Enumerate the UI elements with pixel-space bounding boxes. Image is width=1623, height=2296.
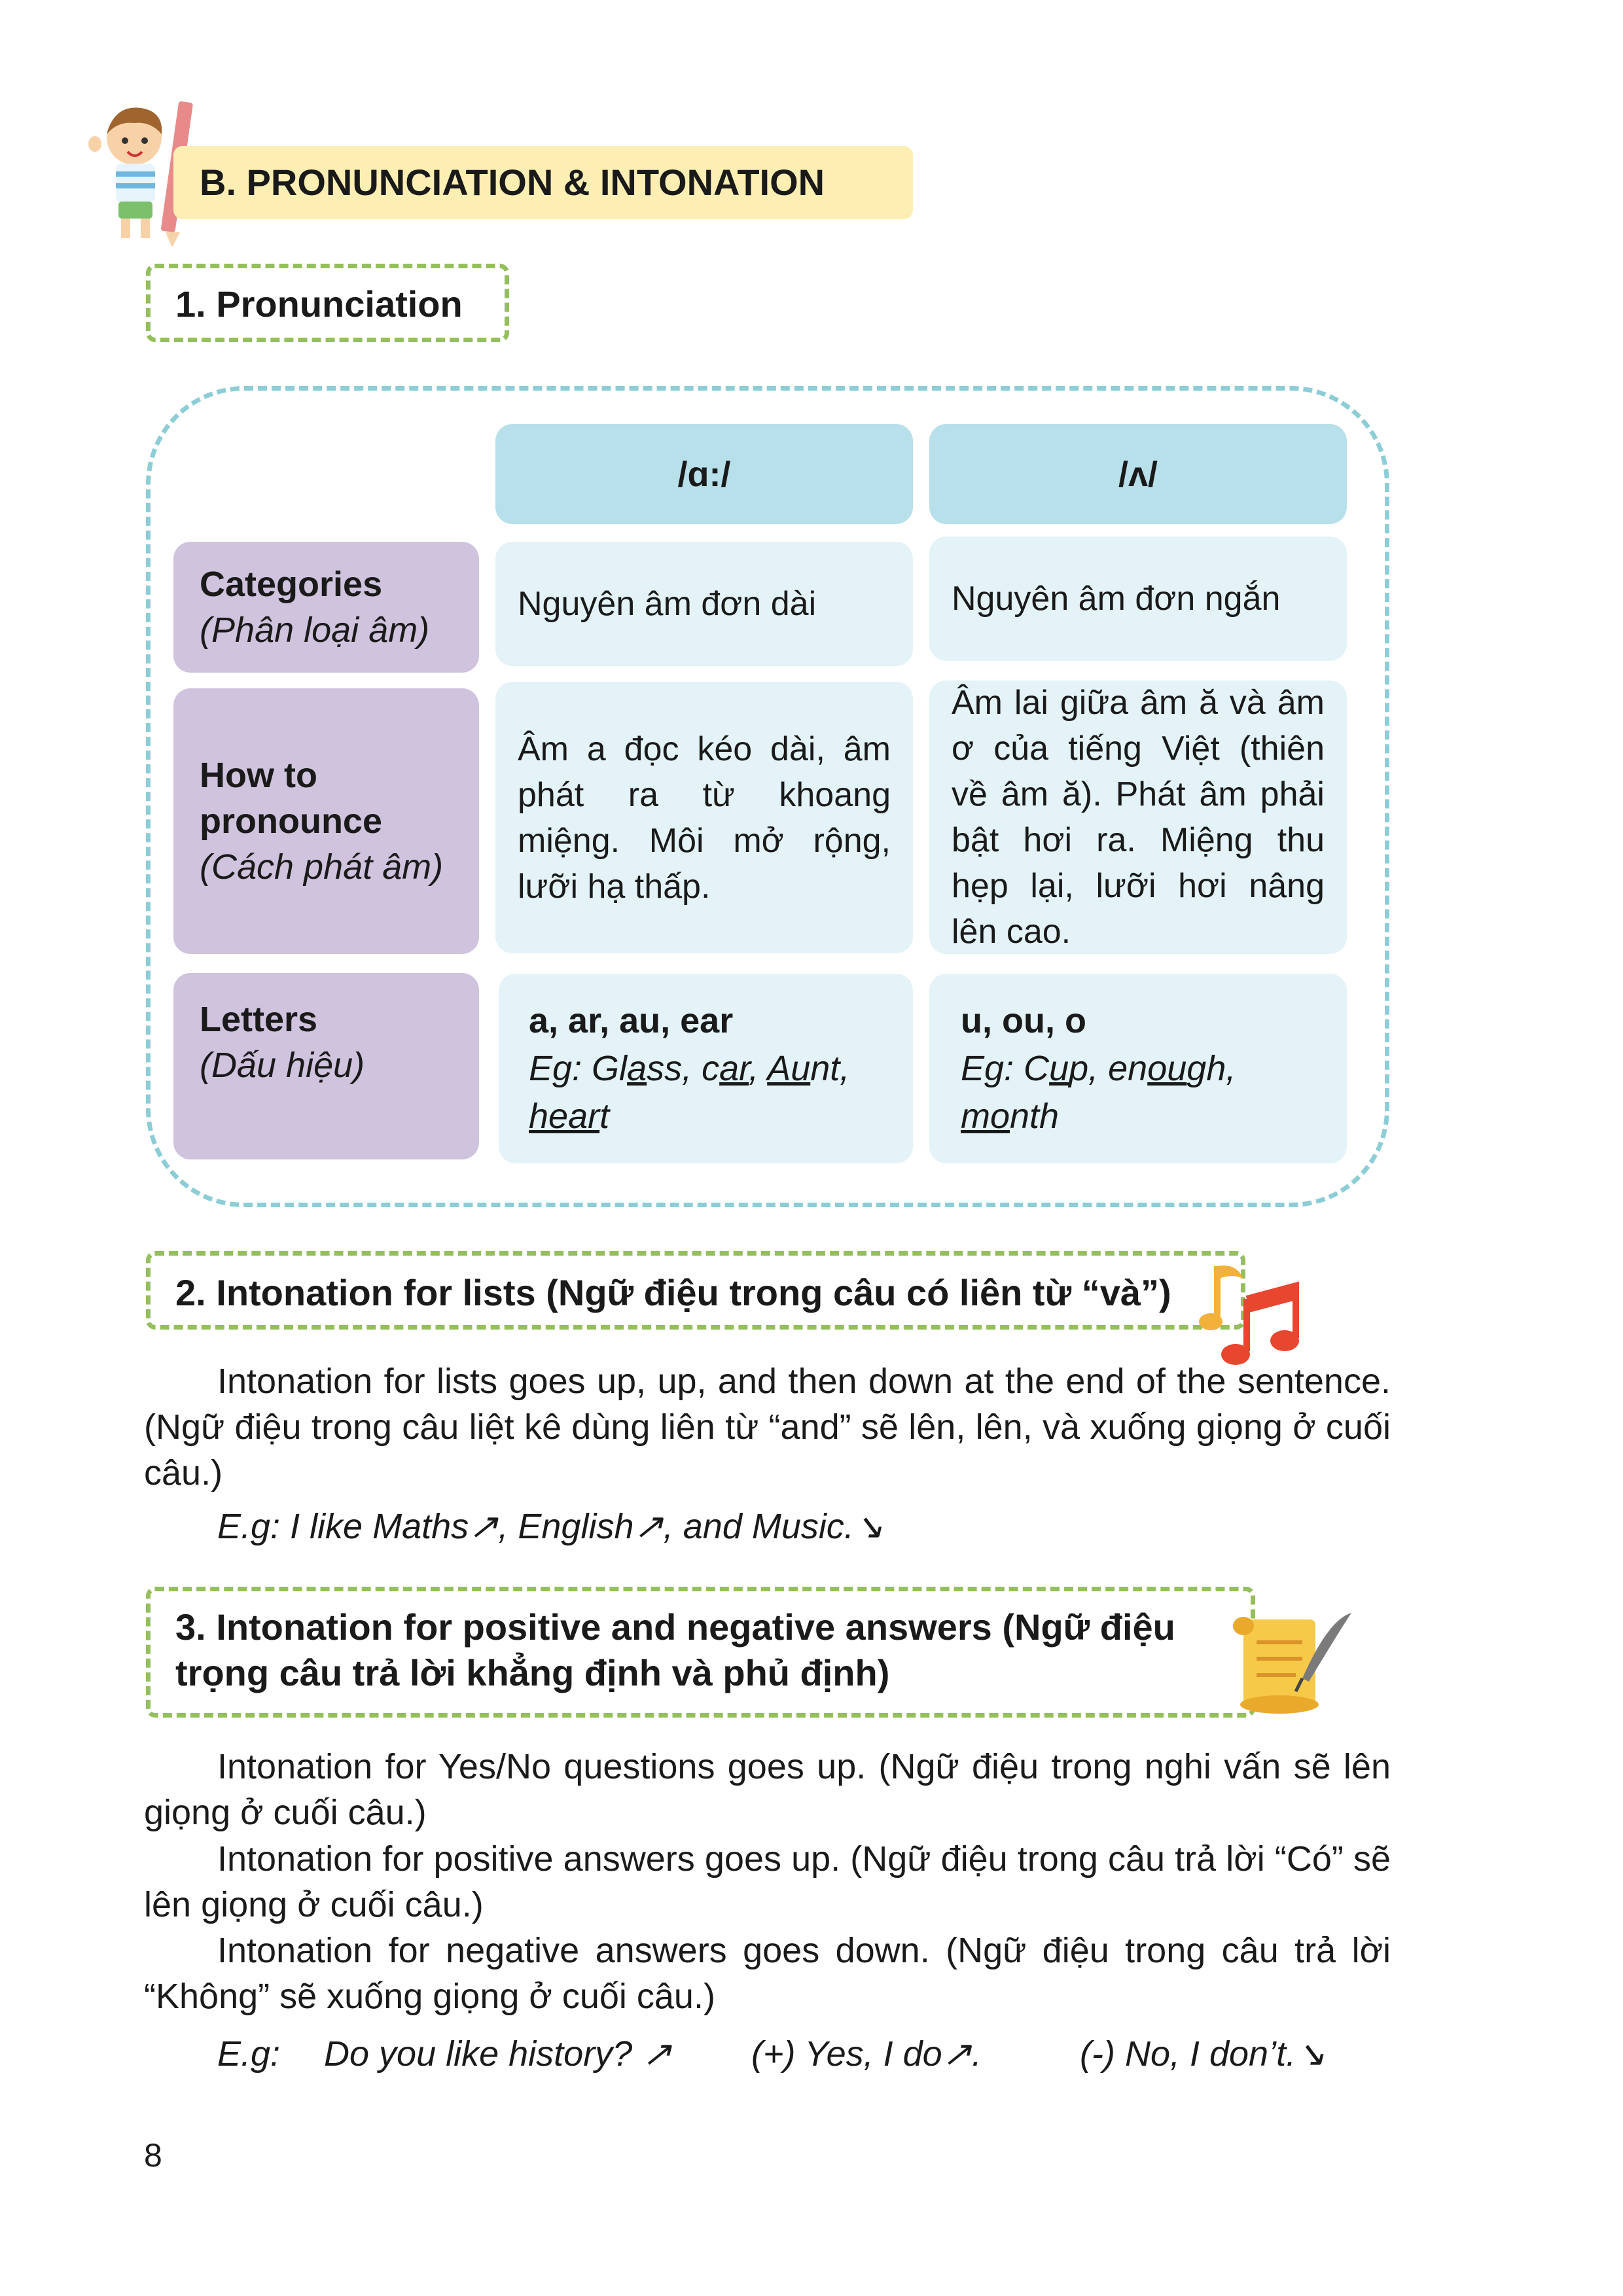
- answers-example-label: E.g:: [217, 2034, 281, 2074]
- row-label-italic: (Dấu hiệu): [200, 1046, 365, 1085]
- lists-paragraph: Intonation for lists goes up, up, and then down at the end of the sentence. (Ngữ điệu trong câu liệt kê dùng liên từ “and” sẽ lên, lên, và xuống giọng ở cuối câu.): [144, 1362, 1391, 1492]
- table-cell: [495, 682, 913, 953]
- table-header-long-a: /ɑ:/: [495, 424, 913, 524]
- answers-example-question: Do you like history? ↗: [324, 2034, 672, 2074]
- example-text: Eg: Glass, car, Aunt, heart: [529, 1048, 850, 1136]
- answers-example-positive: (+) Yes, I do↗.: [751, 2034, 982, 2074]
- table-cell: [495, 542, 913, 666]
- cell-text: Nguyên âm đơn ngắn: [952, 580, 1281, 618]
- cell-text: Âm lai giữa âm ă và âm ơ của tiếng Việt (thiên về âm ă). Phát âm phải bật hơi ra. Miệng thu hẹp lại, lưỡi hơi nâng lên cao.: [952, 684, 1325, 951]
- answers-paragraph-1: Intonation for Yes/No questions goes up. (Ngữ điệu trong nghi vấn sẽ lên giọng ở cuối câu.): [144, 1747, 1391, 1832]
- answers-paragraph-2: Intonation for positive answers goes up. (Ngữ điệu trong câu trả lời “Có” sẽ lên giọng ở cuối câu.): [144, 1839, 1391, 1924]
- letters-text: a, ar, au, ear: [529, 1000, 734, 1040]
- table-cell: [929, 680, 1347, 954]
- cell-text: Nguyên âm đơn dài: [518, 585, 817, 623]
- row-label-italic: (Phân loại âm): [200, 610, 430, 650]
- lists-heading: 2. Intonation for lists (Ngữ điệu trong câu có liên từ “và”): [175, 1272, 1171, 1313]
- table-header-short-u: /ʌ/: [929, 424, 1347, 524]
- scroll-quill-icon: [1230, 1606, 1361, 1718]
- cell-text: Âm a đọc kéo dài, âm phát ra từ khoang miệng. Môi mở rộng, lưỡi hạ thấp.: [518, 730, 891, 906]
- row-label-italic: (Cách phát âm): [200, 847, 444, 887]
- row-label-bold: Letters: [200, 1000, 318, 1039]
- row-label-bold: Categories: [200, 565, 383, 604]
- example-text: Eg: Cup, enough, month: [961, 1048, 1236, 1136]
- page-number: 8: [144, 2137, 162, 2174]
- table-cell: [499, 974, 913, 1163]
- row-label-bold: How to pronounce: [200, 756, 382, 841]
- row-label-categories: [173, 542, 479, 673]
- answers-heading: 3. Intonation for positive and negative answers (Ngữ điệu trọng câu trả lời khẳng định và phủ định): [175, 1606, 1175, 1693]
- table-cell: [929, 537, 1347, 661]
- music-notes-icon: [1198, 1260, 1309, 1374]
- row-label-how-to-pronounce: [173, 688, 479, 954]
- table-cell: [929, 974, 1347, 1163]
- answers-example-negative: (-) No, I don’t.↘: [1080, 2034, 1326, 2074]
- lists-example: E.g: I like Maths↗, English↗, and Music.↘: [217, 1507, 884, 1546]
- pronunciation-heading: 1. Pronunciation: [175, 283, 463, 325]
- row-label-letters: [173, 973, 479, 1159]
- section-title: B. PRONUNCIATION & INTONATION: [200, 162, 825, 203]
- letters-text: u, ou, o: [961, 1000, 1086, 1040]
- answers-paragraph-3: Intonation for negative answers goes down. (Ngữ điệu trong câu trả lời “Không” sẽ xuống giọng ở cuối câu.): [144, 1931, 1391, 2016]
